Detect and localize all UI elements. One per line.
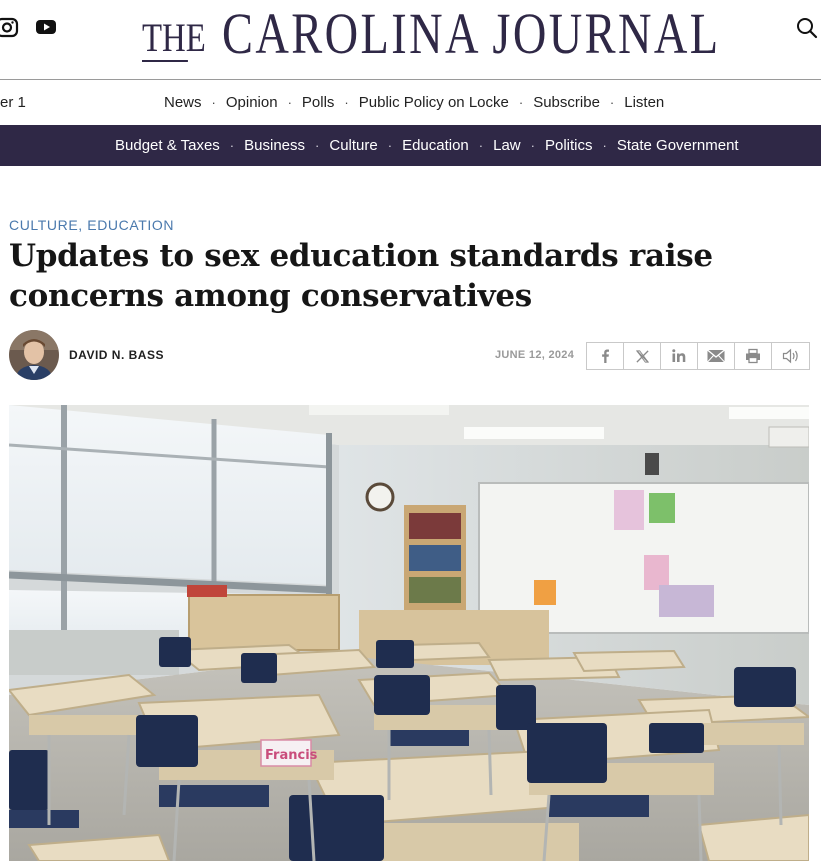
linkedin-icon: [671, 348, 687, 364]
x-icon: [635, 349, 650, 364]
nav-separator: ·: [229, 138, 235, 153]
listen-icon: [782, 348, 800, 364]
nav-separator: ·: [478, 138, 484, 153]
nav-separator: ·: [211, 95, 216, 110]
classroom-photo: [9, 405, 809, 861]
category-nav-links: [115, 137, 739, 154]
share-listen-button[interactable]: [772, 343, 809, 369]
nav-separator: ·: [530, 138, 535, 153]
nav-separator: ·: [387, 138, 393, 153]
youtube-icon: [35, 16, 57, 38]
desk-name-label: Francis: [265, 748, 318, 763]
social-links: [0, 16, 57, 38]
site-logo[interactable]: [142, 1, 821, 66]
nav-separator: ·: [609, 95, 615, 110]
nav-separator: ·: [602, 138, 607, 153]
instagram-link[interactable]: [0, 16, 22, 38]
category-culture[interactable]: Culture: [329, 137, 378, 154]
category-law[interactable]: Law: [493, 137, 521, 154]
nav-separator: ·: [287, 95, 292, 110]
author-avatar[interactable]: [9, 330, 59, 380]
category-separator: ,: [78, 217, 83, 233]
nav-polls[interactable]: Polls: [301, 94, 335, 111]
search-button[interactable]: [795, 16, 819, 40]
article-headline: Updates to sex education standards raise concerns among conservatives: [9, 238, 713, 314]
youtube-link[interactable]: [35, 16, 57, 38]
logo-the: THE: [142, 15, 206, 60]
email-icon: [707, 349, 725, 363]
byline: [9, 330, 164, 380]
instagram-icon: [0, 16, 22, 38]
nav-separator: ·: [518, 95, 524, 110]
share-x-button[interactable]: [624, 343, 661, 369]
share-buttons: [586, 342, 810, 370]
facebook-icon: [597, 348, 613, 364]
share-print-button[interactable]: [735, 343, 772, 369]
category-nav: [0, 125, 821, 166]
search-icon: [795, 16, 819, 40]
category-politics[interactable]: Politics: [545, 137, 593, 154]
share-linkedin-button[interactable]: [661, 343, 698, 369]
author-photo: [9, 330, 59, 380]
article-category-culture[interactable]: CULTURE: [9, 217, 79, 233]
category-business[interactable]: Business: [244, 137, 306, 154]
author-name[interactable]: DAVID N. BASS: [69, 348, 164, 362]
article-categories: [9, 217, 174, 233]
category-education[interactable]: Education: [402, 137, 469, 154]
nav-public-policy[interactable]: Public Policy on Locke: [358, 94, 509, 111]
nav-separator: ·: [315, 138, 320, 153]
nav-listen[interactable]: Listen: [624, 94, 665, 111]
ticker-text[interactable]: er 1: [0, 94, 26, 111]
article-category-education[interactable]: EDUCATION: [87, 217, 175, 233]
publish-date: JUNE 12, 2024: [495, 349, 575, 361]
secondary-nav-links: [164, 94, 664, 111]
category-state-government[interactable]: State Government: [616, 137, 739, 154]
nav-separator: ·: [344, 95, 349, 110]
site-header: [0, 0, 821, 80]
secondary-nav: [0, 81, 821, 125]
nav-subscribe[interactable]: Subscribe: [533, 94, 600, 111]
logo-name: CAROLINA JOURNAL: [222, 1, 721, 66]
share-email-button[interactable]: [698, 343, 735, 369]
nav-news[interactable]: News: [164, 94, 202, 111]
share-facebook-button[interactable]: [587, 343, 624, 369]
category-budget-taxes[interactable]: Budget & Taxes: [115, 137, 220, 154]
hero-image: [9, 405, 809, 861]
nav-opinion[interactable]: Opinion: [225, 94, 278, 111]
print-icon: [745, 348, 761, 364]
